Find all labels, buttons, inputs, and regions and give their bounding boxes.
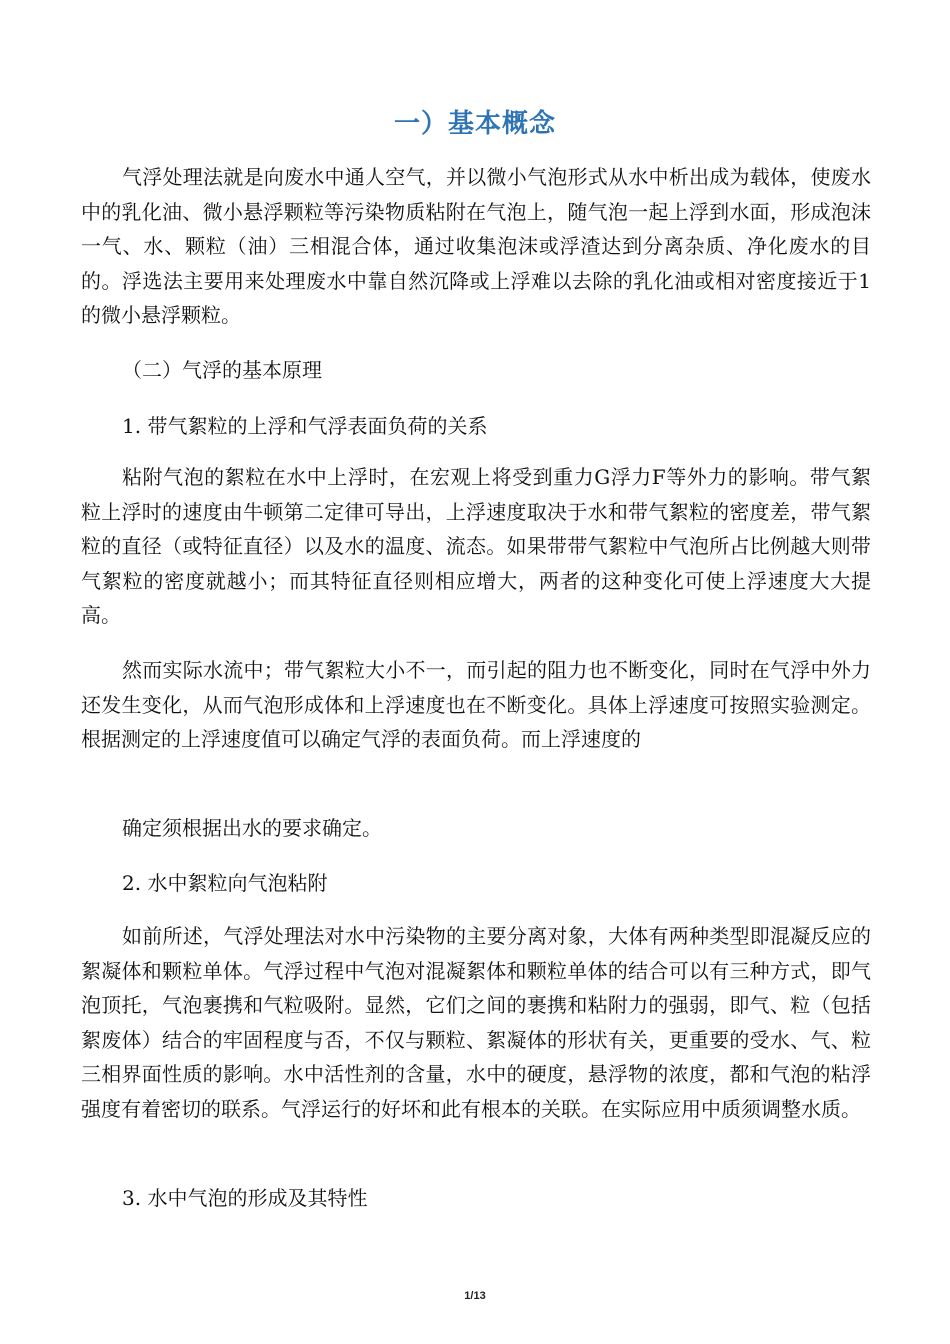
section-heading-principle: （二）气浮的基本原理 (122, 358, 322, 382)
paragraph-determination: 确定须根据出水的要求确定。 (122, 816, 382, 840)
paragraph-actual-flow: 然而实际水流中；带气絮粒大小不一，而引起的阻力也不断变化，同时在气浮中外力还发生变化，从而气泡形成体和上浮速度也在不断变化。具体上浮速度可按照实验测定。根据测定的上浮速度值可以确定气浮的表面负荷。而上浮速度的 (81, 658, 871, 751)
section-title: 一）基本概念 (393, 109, 556, 139)
subheading-1: 1. 带气絮粒的上浮和气浮表面负荷的关系 (122, 414, 488, 438)
paragraph-rising-speed: 粘附气泡的絮粒在水中上浮时，在宏观上将受到重力G浮力F等外力的影响。带气絮粒上浮时的速度由牛顿第二定律可导出，上浮速度取决于水和带气絮粒的密度差，带气絮粒的直径（或特征直径）以及水的温度、流态。如果带带气絮粒中气泡所占比例越大则带气絮粒的密度就越小；而其特征直径则相应增大，两者的这种变化可使上浮速度大大提高。 (81, 465, 871, 627)
paragraph-definition: 气浮处理法就是向废水中通人空气，并以微小气泡形式从水中析出成为载体，使废水中的乳化油、微小悬浮颗粒等污染物质粘附在气泡上，随气泡一起上浮到水面，形成泡沫一气、水、颗粒（油）三相混合体，通过收集泡沫或浮渣达到分离杂质、净化废水的目的。浮选法主要用来处理废水中靠自然沉降或上浮难以去除的乳化油或相对密度接近于1的微小悬浮颗粒。 (81, 165, 871, 327)
subheading-2: 2. 水中絮粒向气泡粘附 (122, 871, 328, 895)
paragraph-adhesion: 如前所述，气浮处理法对水中污染物的主要分离对象，大体有两种类型即混凝反应的絮凝体和颗粒单体。气浮过程中气泡对混凝絮体和颗粒单体的结合可以有三种方式，即气泡顶托，气泡裹携和气粒吸附。显然，它们之间的裹携和粘附力的强弱，即气、粒（包括絮废体）结合的牢固程度与否，不仅与颗粒、絮凝体的形状有关，更重要的受水、气、粒三相界面性质的影响。水中活性剂的含量，水中的硬度，悬浮物的浓度，都和气泡的粘浮强度有着密切的联系。气浮运行的好坏和此有根本的关联。在实际应用中质须调整水质。 (81, 924, 871, 1121)
subheading-3: 3. 水中气泡的形成及其特性 (122, 1186, 368, 1210)
page-number: 1/13 (464, 1290, 486, 1302)
